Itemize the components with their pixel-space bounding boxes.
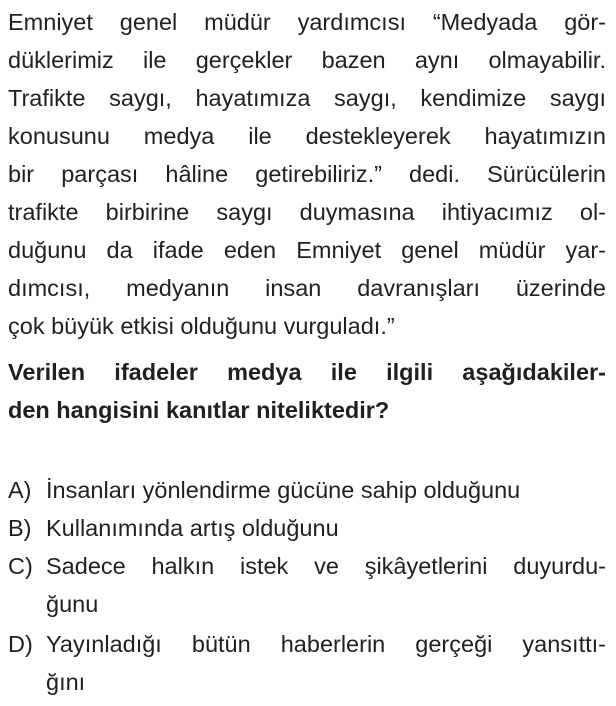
- passage-line: Trafikte saygı, hayatımıza saygı, kendimize saygı: [8, 85, 606, 111]
- option-letter: B): [8, 515, 32, 541]
- option-text: İnsanları yönlendirme gücüne sahip olduğunu: [46, 477, 521, 503]
- passage-line: bir parçası hâline getirebiliriz.” dedi. Sürücülerin: [8, 161, 606, 187]
- passage-line: duğunu da ifade eden Emniyet genel müdür yar-: [8, 237, 606, 263]
- option-letter: C): [8, 553, 33, 579]
- option-c-first-line: [8, 548, 46, 584]
- question-line: Verilen ifadeler medya ile ilgili aşağıdakiler-: [8, 359, 606, 385]
- passage-line: konusunu medya ile destekleyerek hayatımızın: [8, 123, 606, 149]
- question-line: den hangisini kanıtlar niteliktedir?: [8, 397, 390, 423]
- option-b[interactable]: [8, 510, 339, 546]
- option-text: Sadece halkın istek ve şikâyetlerini duyurdu-: [46, 553, 606, 579]
- passage-line: çok büyük etkisi olduğunu vurguladı.”: [8, 313, 395, 339]
- passage-line: dımcısı, medyanın insan davranışları üzerinde: [8, 275, 606, 301]
- option-letter: D): [8, 631, 33, 657]
- option-text-continued: ğunu: [46, 591, 99, 617]
- passage-line: trafikte birbirine saygı duymasına ihtiyacımız ol-: [8, 199, 606, 225]
- passage-line: düklerimiz ile gerçekler bazen aynı olmayabilir.: [8, 47, 606, 73]
- passage-line: Emniyet genel müdür yardımcısı “Medyada gör-: [8, 9, 606, 35]
- option-letter: A): [8, 477, 32, 503]
- option-text-continued: ğını: [46, 669, 86, 695]
- option-text: Yayınladığı bütün haberlerin gerçeği yansıttı-: [46, 631, 606, 657]
- option-d-first-line: [8, 626, 46, 662]
- option-a[interactable]: [8, 472, 520, 508]
- option-text: Kullanımında artış olduğunu: [46, 515, 339, 541]
